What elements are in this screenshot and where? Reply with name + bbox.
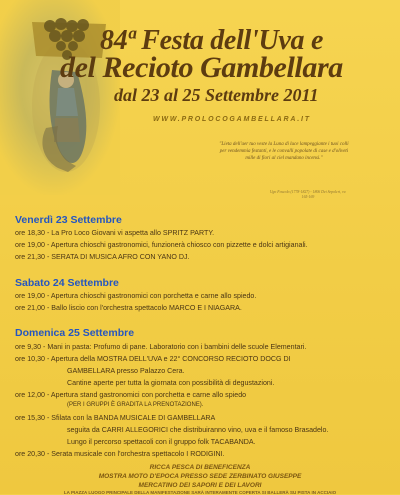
side-credit (1, 14, 11, 164)
footer-note: LA PIAZZA LUOGO PRINCIPALE DELLA MANIFESTAZIONE SARÀ INTERAMENTE COPERTA SI BALLERÀ SU PISTA IN ACCIAIO (63, 490, 337, 495)
saturday-title: Sabato 24 Settembre (15, 277, 119, 289)
saturday-item-2: ore 21,00 - Ballo liscio con l'orchestra spettacolo MARCO E I NIAGARA. (15, 304, 242, 312)
sunday-item-3: GAMBELLARA presso Palazzo Cera. (67, 367, 185, 375)
poem-author: Ugo Foscolo (1778-1827) - 1806 Dei Sepolcri, vv. 165-169 (269, 190, 347, 199)
sunday-item-4: Cantine aperte per tutta la giornata con possibilità di degustazioni. (67, 379, 275, 387)
title-line-2: del Recioto Gambellara (60, 51, 343, 84)
poem-quote: "Lieta dell'aer tuo veste la Luna di luce lampeggiante i tuoi colli per vendemmia festanti, e le convalli popolate di case e d'oliveti mille di fiori al ciel mandano incensi." (219, 142, 349, 161)
friday-item-1: ore 18,30 - La Pro Loco Giovani vi aspetta allo SPRITZ PARTY. (15, 229, 215, 237)
friday-item-2: ore 19,00 - Apertura chioschi gastronomici, funzionerà chiosco con pizzette e dolci artigianali. (15, 241, 308, 249)
friday-title: Venerdì 23 Settembre (15, 214, 122, 226)
friday-item-3: ore 21,30 - SERATA DI MUSICA AFRO CON YANO DJ. (15, 253, 190, 261)
sunday-item-1: ore 9,30 - Mani in pasta: Profumo di pane. Laboratorio con i bambini delle scuole Elementari. (15, 343, 307, 351)
event-dates: dal 23 al 25 Settembre 2011 (114, 85, 319, 105)
sunday-item-8: seguita da CARRI ALLEGORICI che distribuiranno vino, uva e il famoso Brasadelo. (67, 426, 329, 434)
saturday-item-1: ore 19,00 - Apertura chioschi gastronomici con porchetta e carne allo spiedo. (15, 292, 257, 300)
grape-harvest-illustration (18, 8, 113, 188)
website-link[interactable]: WWW.PROLOCOGAMBELLARA.IT (153, 116, 311, 123)
sunday-item-7: ore 15,30 - Sfilata con la BANDA MUSICALE DI GAMBELLARA (15, 414, 216, 422)
sunday-item-5: ore 12,00 - Apertura stand gastronomici con porchetta e carne allo spiedo (15, 391, 247, 399)
sunday-title: Domenica 25 Settembre (15, 327, 135, 339)
sunday-item-10: ore 20,30 - Serata musicale con l'orchestra spettacolo I RODIGINI. (15, 450, 225, 458)
footer-line-1: RICCA PESCA DI BENEFICENZA (149, 464, 251, 471)
sunday-item-2: ore 10,30 - Apertura della MOSTRA DELL'UVA e 22° CONCORSO RECIOTO DOCG DI (15, 355, 291, 363)
sunday-item-9: Lungo il percorso spettacoli con il gruppo folk TACABANDA. (67, 438, 256, 446)
footer-line-2: MOSTRA MOTO D'EPOCA PRESSO SEDE ZERBINATO GIUSEPPE (98, 473, 302, 480)
footer-line-3: MERCATINO DEI SAPORI E DEI LAVORI (138, 482, 262, 489)
title-line-1: 84ª Festa dell'Uva e (100, 25, 324, 56)
sunday-item-6: (PER I GRUPPI È GRADITA LA PRENOTAZIONE). (67, 402, 204, 408)
